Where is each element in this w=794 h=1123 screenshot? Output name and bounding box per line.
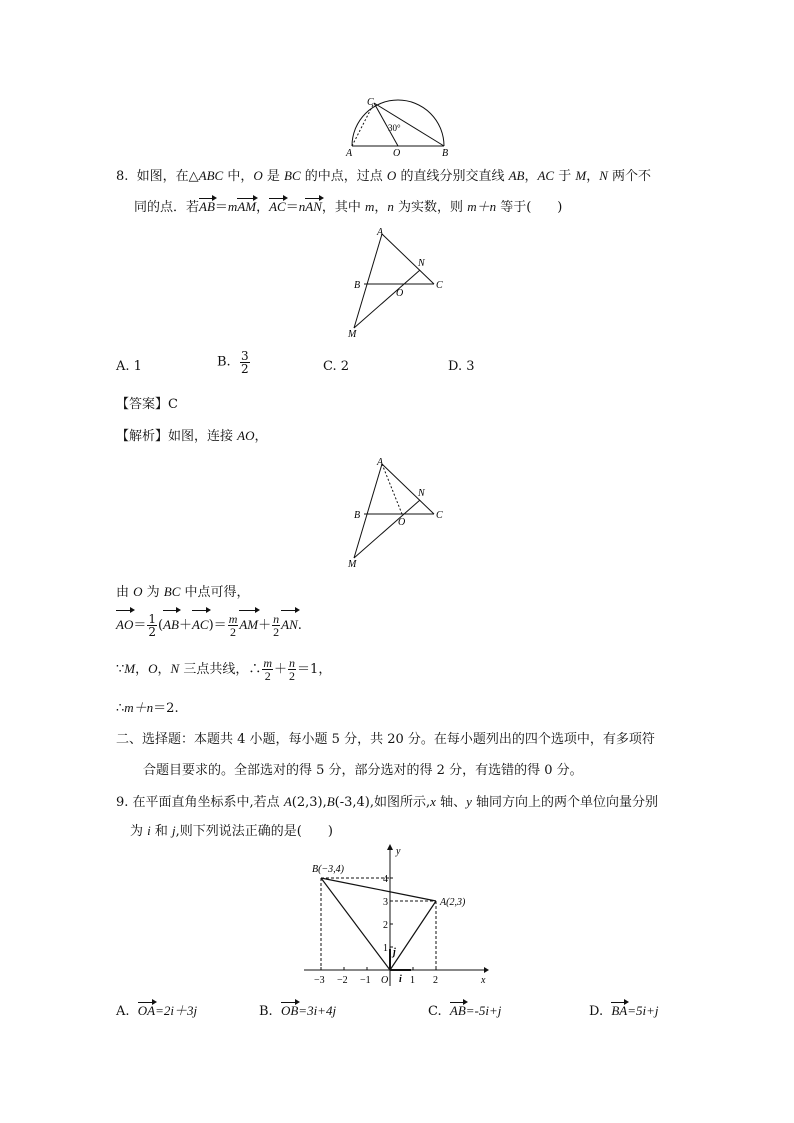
label-b: B: [442, 148, 449, 158]
q9-option-c[interactable]: C. AB=-5i+j: [428, 1003, 502, 1019]
q9-line1: 9. 在平面直角坐标系中,若点 A(2,3),B(-3,4),如图所示,x 轴、y 轴同方向上的两个单位向量分别: [116, 794, 658, 810]
q9-option-b[interactable]: B. OB=3i+4j: [259, 1003, 337, 1019]
unit-i-label: i: [399, 974, 402, 985]
point-a-label: A(2,3): [440, 897, 466, 908]
label-n: N: [418, 258, 425, 269]
label-a: A: [377, 457, 384, 468]
q9-option-a[interactable]: A. OA=2i＋3j: [116, 1003, 198, 1019]
section2-line2: 合题目要求的。全部选对的得 5 分，部分选对的得 2 分，有选错的得 0 分。: [143, 763, 583, 778]
q8-option-b[interactable]: B. $\frac{3}{2}$: [217, 349, 249, 376]
label-n: N: [418, 488, 425, 499]
label-c: C: [436, 510, 443, 521]
q8-number: 8.: [116, 169, 129, 184]
q8-step2: AO＝ $\frac{1}{2}$ (AB＋AC)＝ $\frac{m}{2}$ AM＋ $\frac{n}{2}$ AN.: [116, 612, 302, 639]
semicircle-figure: [340, 96, 460, 158]
q8-answer: 【答案】C: [116, 397, 178, 412]
label-m: M: [348, 559, 357, 570]
y-tick-label: 1: [383, 943, 388, 954]
section2-line1: 二、选择题：本题共 4 小题，每小题 5 分，共 20 分。在每小题列出的四个选项中，有多项符: [116, 732, 655, 747]
label-a: A: [377, 227, 384, 238]
x-tick-label: 2: [433, 975, 438, 986]
q8-triangle-figure: [340, 224, 460, 342]
q9-line2: 为 i 和 j,则下列说法正确的是( ): [130, 823, 333, 839]
label-b: B: [354, 280, 361, 291]
x-tick-label: −3: [314, 975, 325, 986]
q9-option-d[interactable]: D. BA=5i+j: [589, 1003, 659, 1019]
unit-j-label: j: [393, 947, 396, 958]
x-tick-label: −1: [360, 975, 371, 986]
q8-step3: ∵M，O，N 三点共线，∴ $\frac{m}{2}$ ＋ $\frac{n}{2}$ ＝1，: [116, 656, 332, 683]
origin-label: O: [381, 975, 389, 986]
q8-analysis: 【解析】如图，连接 AO，: [116, 428, 268, 444]
y-tick-label: 3: [383, 897, 388, 908]
q8-option-c[interactable]: C. 2: [323, 359, 350, 374]
q8-line2: 同的点．若AB＝mAM，AC＝nAN，其中 m，n 为实数，则 m＋n 等于( ): [134, 199, 563, 215]
q8-option-a[interactable]: A. 1: [116, 359, 142, 374]
q8-step4: ∴m＋n＝2.: [116, 700, 179, 716]
q9-coordinate-graph: [298, 842, 492, 990]
y-tick-label: 4: [383, 874, 388, 885]
label-a: A: [346, 148, 353, 158]
q8-step1: 由 O 为 BC 中点可得，: [116, 584, 250, 600]
label-o: O: [393, 148, 401, 158]
x-tick-label: −2: [337, 975, 348, 986]
x-tick-label: 1: [410, 975, 415, 986]
label-c: C: [367, 97, 374, 108]
label-b: B: [354, 510, 361, 521]
y-tick-label: 2: [383, 920, 388, 931]
label-m: M: [348, 329, 357, 340]
label-c: C: [436, 280, 443, 291]
label-o: O: [398, 517, 406, 528]
label-angle: 30°: [388, 123, 401, 133]
label-o: O: [396, 288, 404, 299]
q8-analysis-figure: [340, 454, 460, 572]
point-b-label: B(−3,4): [312, 864, 345, 875]
y-axis-label: y: [396, 846, 401, 857]
q8-line1: 8. 如图，在△ABC 中，O 是 BC 的中点，过点 O 的直线分别交直线 AB，AC 于 M，N 两个不: [116, 168, 652, 184]
q8-option-d[interactable]: D. 3: [448, 359, 475, 374]
x-axis-label: x: [481, 975, 486, 986]
